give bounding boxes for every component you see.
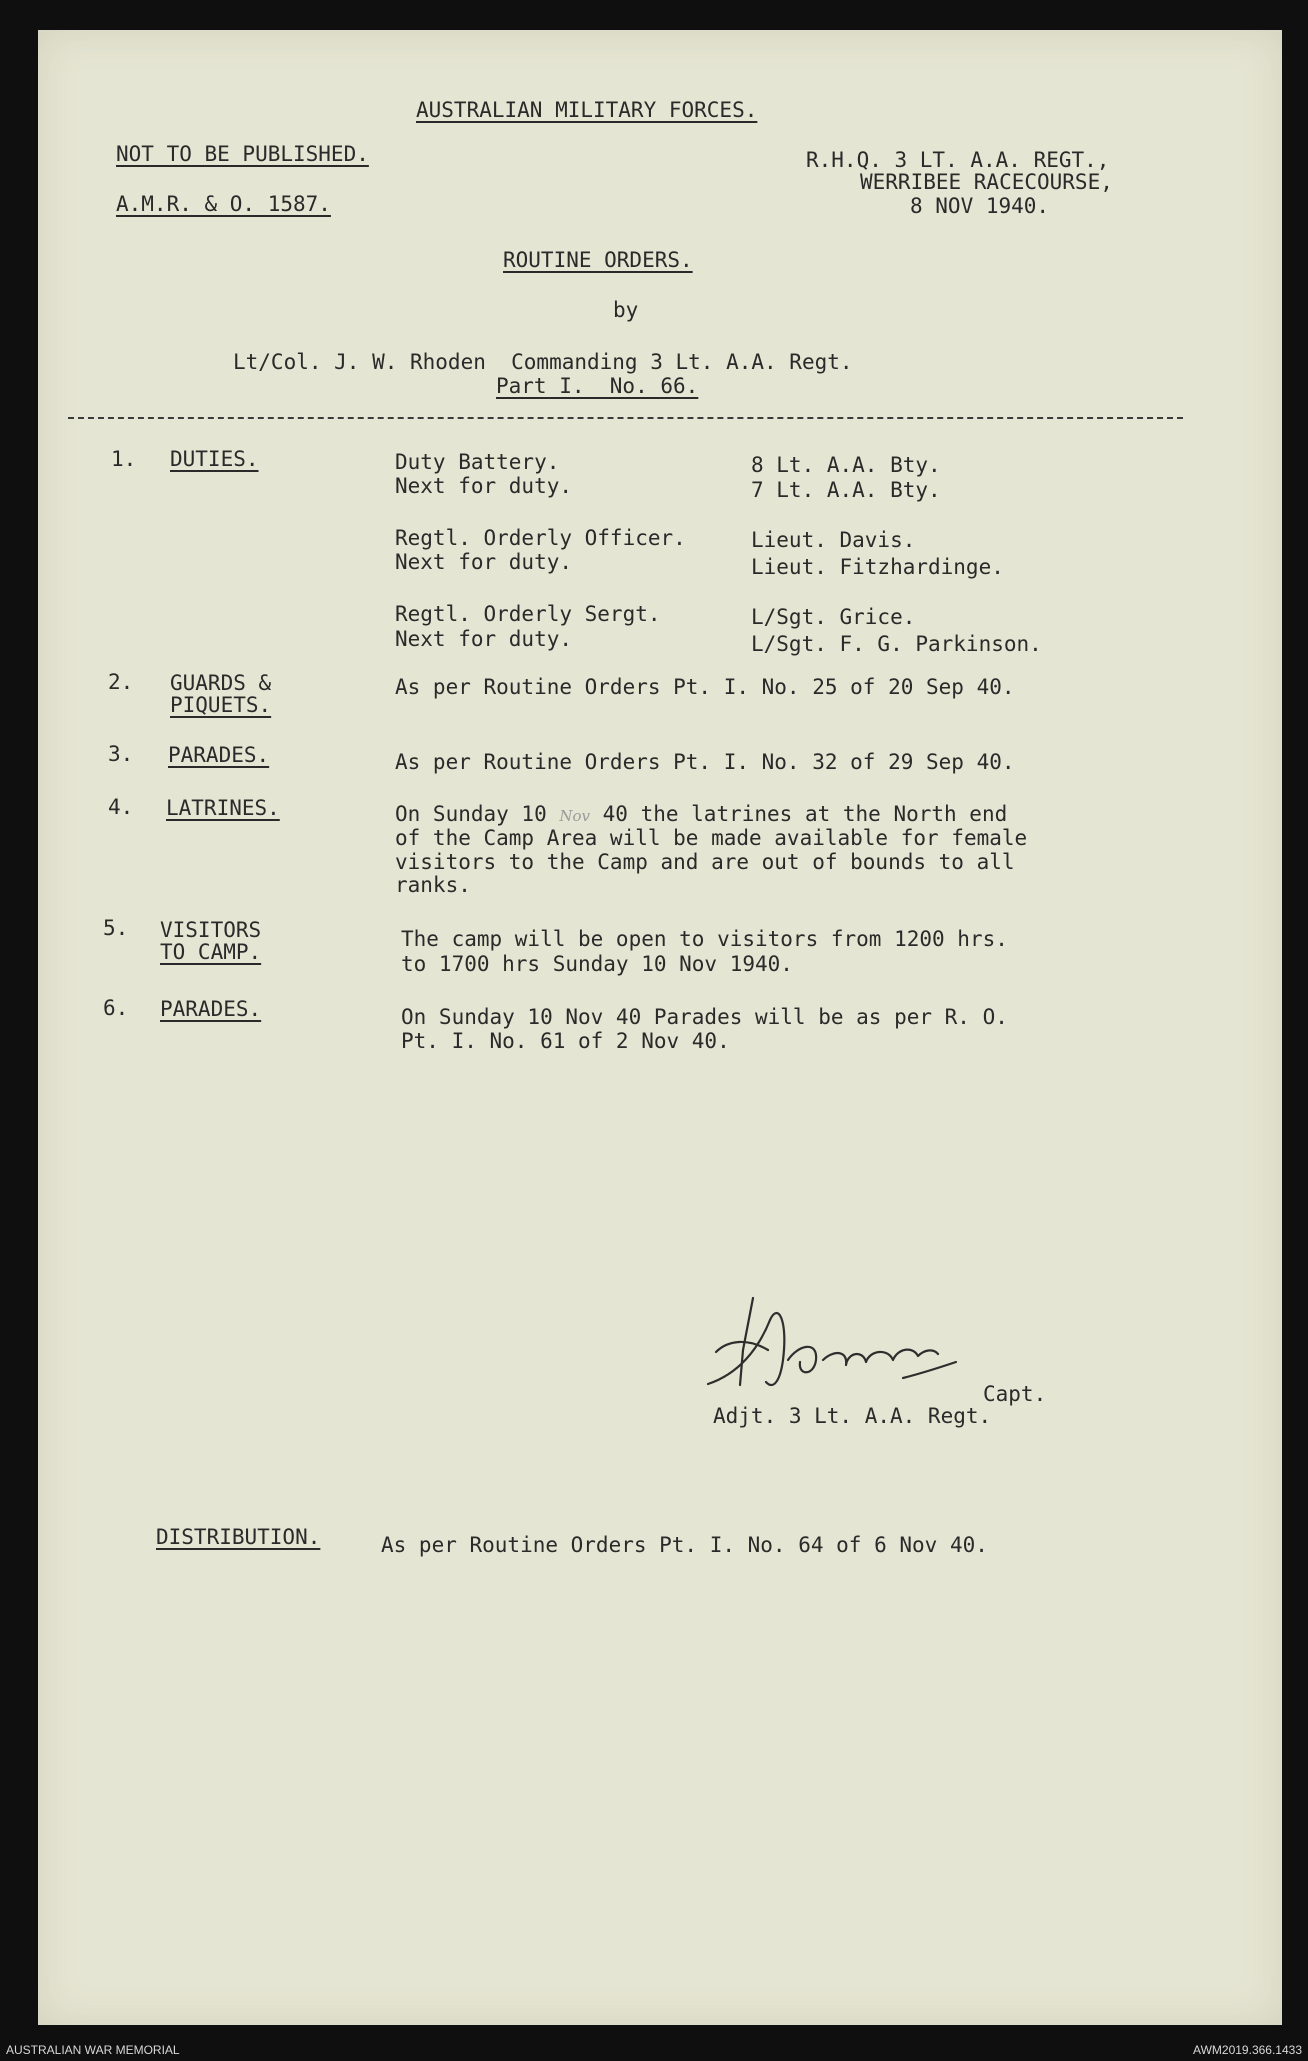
order-text-part: 40 the latrines at the North end xyxy=(590,802,1008,826)
order-text: As per Routine Orders Pt. I. No. 32 of 29 Sep 40. xyxy=(395,750,1015,774)
order-number: 2. xyxy=(108,670,134,694)
signatory-rank: Capt. xyxy=(983,1382,1047,1406)
duty-name: L/Sgt. Grice. xyxy=(751,605,916,629)
order-heading-to-camp: TO CAMP. xyxy=(160,940,262,964)
order-text-line: to 1700 hrs Sunday 10 Nov 1940. xyxy=(401,952,793,976)
order-text-line: The camp will be open to visitors from 1200 hrs. xyxy=(401,927,1008,951)
order-heading-parades-2: PARADES. xyxy=(160,997,262,1021)
order-heading-guards: GUARDS & xyxy=(170,671,272,695)
order-number: 6. xyxy=(103,996,129,1020)
duty-role: Regtl. Orderly Officer. xyxy=(395,526,686,550)
duty-name: 7 Lt. A.A. Bty. xyxy=(751,478,941,502)
duty-role: Duty Battery. xyxy=(395,450,560,474)
signatory-appointment: Adjt. 3 Lt. A.A. Regt. xyxy=(713,1404,992,1428)
distribution-text: As per Routine Orders Pt. I. No. 64 of 6 Nov 40. xyxy=(381,1533,988,1557)
duty-name: 8 Lt. A.A. Bty. xyxy=(751,453,941,477)
duty-name: L/Sgt. F. G. Parkinson. xyxy=(751,632,1042,656)
order-text: As per Routine Orders Pt. I. No. 25 of 20 Sep 40. xyxy=(395,675,1015,699)
part-number: Part I. No. 66. xyxy=(496,374,699,398)
document-title: AUSTRALIAN MILITARY FORCES. xyxy=(416,98,758,122)
distribution-label: DISTRIBUTION. xyxy=(156,1525,321,1549)
order-number: 5. xyxy=(103,916,129,940)
reference-number: A.M.R. & O. 1587. xyxy=(116,192,331,216)
duty-role: Next for duty. xyxy=(395,474,573,498)
document-date: 8 NOV 1940. xyxy=(910,194,1050,218)
order-text-line: of the Camp Area will be made available for female xyxy=(395,826,1028,850)
duty-role: Next for duty. xyxy=(395,550,573,574)
duty-role: Regtl. Orderly Sergt. xyxy=(395,602,661,626)
order-text-line xyxy=(395,802,1007,828)
unit-line-2: WERRIBEE RACECOURSE, xyxy=(860,170,1113,194)
order-text-line: Pt. I. No. 61 of 2 Nov 40. xyxy=(401,1029,730,1053)
order-heading-latrines: LATRINES. xyxy=(166,796,280,820)
order-text-line: On Sunday 10 Nov 40 Parades will be as per R. O. xyxy=(401,1005,1008,1029)
order-heading-visitors: VISITORS xyxy=(160,918,262,942)
order-heading-piquets: PIQUETS. xyxy=(170,693,272,717)
dashed-divider xyxy=(68,417,1183,419)
order-heading-parades: PARADES. xyxy=(168,743,270,767)
order-text-line: visitors to the Camp and are out of bounds to all xyxy=(395,850,1015,874)
duty-name: Lieut. Fitzhardinge. xyxy=(751,555,1004,579)
duty-role: Next for duty. xyxy=(395,627,573,651)
handwritten-signature xyxy=(688,1290,998,1420)
archive-reference: AWM2019.366.1433 xyxy=(1193,2043,1302,2057)
routine-orders-heading: ROUTINE ORDERS. xyxy=(503,248,693,272)
order-text-part: On Sunday 10 xyxy=(395,802,560,826)
restriction-notice: NOT TO BE PUBLISHED. xyxy=(116,142,369,166)
order-number: 1. xyxy=(111,447,137,471)
unit-line-1: R.H.Q. 3 LT. A.A. REGT., xyxy=(806,148,1110,172)
order-text-line: ranks. xyxy=(395,873,471,897)
order-number: 4. xyxy=(108,795,134,819)
archive-credit: AUSTRALIAN WAR MEMORIAL xyxy=(6,2043,180,2057)
by-line: by xyxy=(613,298,639,322)
document-page xyxy=(38,30,1282,2025)
duty-name: Lieut. Davis. xyxy=(751,528,916,552)
handwritten-annotation: Nov xyxy=(559,807,591,825)
order-heading-duties: DUTIES. xyxy=(170,447,259,471)
commander-line: Lt/Col. J. W. Rhoden Commanding 3 Lt. A.A. Regt. xyxy=(233,350,853,374)
order-number: 3. xyxy=(108,742,134,766)
